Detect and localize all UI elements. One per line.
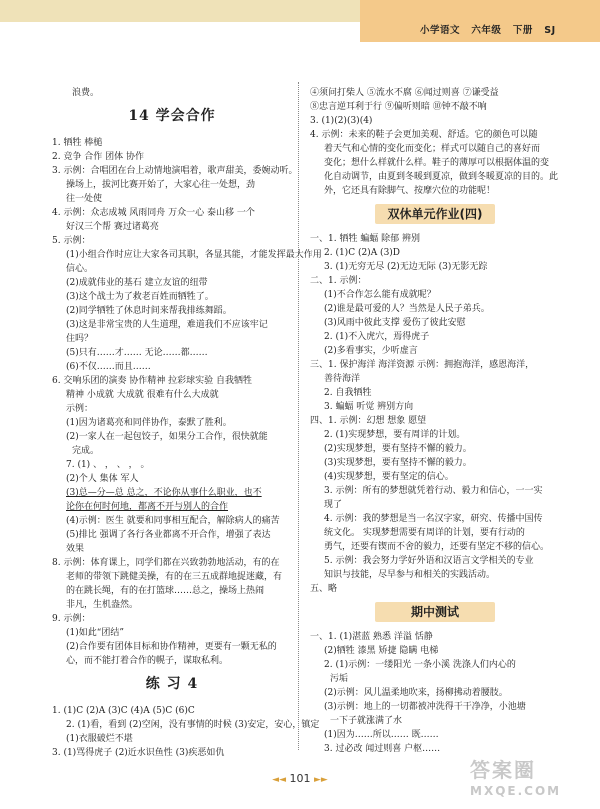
answer-line: (3)风雨中彼此支撑 爱伤了彼此安慰 — [324, 318, 466, 328]
answer-line: (4)实现梦想，要有坚定的信心。 — [324, 472, 454, 482]
answer-line: (2)一家人在一起包饺子，如果分工合作，很快就能 — [66, 432, 268, 442]
answer-line: 2. 竞争 合作 团体 协作 — [52, 152, 145, 162]
answer-line: 知识与技能，尽早参与和相关的实践活动。 — [324, 570, 496, 580]
answer-line: 4. 示例：众志成城 风雨同舟 万众一心 泰山移 一个 — [52, 208, 255, 218]
answer-line: 善待海洋 — [324, 374, 361, 384]
answer-line: 2. (1)实现梦想，要有周详的计划。 — [324, 430, 466, 440]
answer-line: 2. (1)示例：一缕阳光 一条小溪 洗涤人们内心的 — [324, 660, 516, 670]
answer-line: 四、1. 示例：幻想 想象 愿望 — [310, 416, 427, 426]
answer-line: (3)实现梦想，要有坚持不懈的毅力。 — [324, 458, 472, 468]
answer-line: (1)因为……所以…… 既…… — [324, 730, 439, 740]
answer-line: ⑧忠言逆耳利于行 ⑨偏听则暗 ⑩钟不敲不响 — [310, 102, 487, 112]
answer-line: (2)牺牲 漆黑 矫捷 隐瞒 电梯 — [324, 646, 439, 656]
watermark-url: MXQE.COM — [470, 784, 562, 798]
column-divider — [298, 82, 299, 750]
answer-line: 现了 — [324, 500, 343, 510]
answer-line: 二、1. 示例： — [310, 276, 367, 286]
answer-line: (2)个人 集体 军人 — [66, 474, 139, 484]
answer-line: 一、1. 牺牲 蝙蝠 除郁 辨别 — [310, 234, 421, 244]
answer-line: 8. 示例：体育课上，同学们都在兴致勃勃地活动，有的在 — [52, 558, 280, 568]
answer-line: (3)总—分—总 总之，不论你从事什么职业，也不 — [66, 488, 262, 498]
answer-line: 5. 示例： — [52, 236, 91, 246]
answer-line: (1)小组合作时应让大家各司其职，各显其能，才能发挥最大作用 — [66, 250, 322, 260]
answer-line: 3. (1)无穷无尽 (2)无边无际 (3)无影无踪 — [324, 262, 488, 272]
right-column — [310, 86, 560, 756]
answer-line: 信心。 — [66, 264, 94, 274]
answer-line: (2)多看事实，少听虚言 — [324, 346, 418, 356]
answer-line: 示例： — [66, 404, 94, 414]
answer-line: 一下子就涨满了水 — [330, 716, 403, 726]
answer-line: 4. 示例：我的梦想是当一名汉字家，研究、传播中国传 — [324, 514, 543, 524]
answer-line: (1)因为诸葛亮和同伴协作，泰默了胜利。 — [66, 418, 232, 428]
answer-line: 的在跳长绳，有的在打篮球……总之，操场上热闹 — [66, 586, 265, 596]
answer-line: (1)不合作怎么能有成就呢？ — [324, 290, 436, 300]
answer-line: 操场上，拔河比赛开始了，大家心往一处想，劲 — [66, 180, 256, 190]
answer-line: 效果 — [66, 544, 85, 554]
answer-line: 2. (1)不入虎穴，焉得虎子 — [324, 332, 430, 342]
book-header: 小学语文 六年级 下册 SJ — [420, 25, 556, 36]
answer-line: 4. 示例：未来的鞋子会更加美观、舒适。它的颜色可以随 — [310, 130, 538, 140]
answer-line: 一、1. (1)湛蓝 熟悉 洋溢 恬静 — [310, 632, 433, 642]
answer-line: 论你在何时何地，都离不开与别人的合作 — [66, 502, 229, 512]
answer-line: 3. 蝙蝠 听觉 辨别方向 — [324, 402, 414, 412]
answer-line: 心，而不能打着合作的幌子，谋取私利。 — [66, 656, 229, 666]
page-number: 101 — [289, 772, 311, 785]
section-box-title: 双休单元作业(四) — [375, 204, 495, 224]
section-title: 练 习 4 — [145, 676, 199, 692]
answer-line: (2)谁是最可爱的人？当然是人民子弟兵。 — [324, 304, 490, 314]
answer-line: 化自动调节，由夏到冬暖到夏凉，做到冬暖夏凉的目的。此 — [324, 172, 559, 182]
watermark-logo: 答案圈 — [470, 758, 536, 782]
answer-line: 精神 小成就 大成就 很难有什么大成就 — [66, 390, 219, 400]
answer-line: 3. 过必改 闻过则喜 户枢…… — [324, 744, 441, 754]
answer-line: (1)衣服破烂不堪 — [66, 734, 133, 744]
answer-line: (6)不仅……而且…… — [66, 362, 151, 372]
answer-line: 完成。 — [72, 446, 100, 456]
answer-line: 着天气和心情的变化而变化；样式可以随自己的喜好而 — [324, 144, 541, 154]
answer-line: 浪费。 — [72, 88, 100, 98]
answer-line: (3)示例：地上的一切都被冲洗得干干净净，小池塘 — [324, 702, 526, 712]
answer-line: (2)成就伟业的基石 建立友谊的纽带 — [66, 278, 208, 288]
answer-line: 变化；想什么样就什么样。鞋子的薄厚可以根据体温的变 — [324, 158, 550, 168]
answer-line: (4)示例：医生 就要和同事相互配合，解除病人的痛苦 — [66, 516, 280, 526]
answer-line: 非凡，生机盎然。 — [66, 600, 139, 610]
answer-line: 五、略 — [310, 584, 338, 594]
answer-line: 1. 牺牲 棒槌 — [52, 138, 103, 148]
answer-line: 3. 示例：合唱团在台上动情地演唱着，歌声甜美，委婉动听。 — [52, 166, 298, 176]
prev-arrows-icon: ◄◄ — [272, 775, 286, 785]
answer-line: 好汉三个帮 赛过诸葛亮 — [66, 222, 159, 232]
answer-line: 3. (1)骂得虎子 (2)近水识鱼性 (3)疾恶如仇 — [52, 748, 225, 758]
answer-line: 往一处使 — [66, 194, 103, 204]
answer-line: 三、1. 保护海洋 海洋资源 示例：拥抱海洋，感恩海洋， — [310, 360, 535, 370]
answer-line: (3)这个战士为了救老百姓而牺牲了。 — [66, 292, 214, 302]
left-column — [52, 86, 322, 760]
section-title: 14 学会合作 — [128, 108, 216, 124]
answer-line: 老师的带领下跳健美操，有的在三五成群地捉迷藏，有 — [66, 572, 283, 582]
answer-line: (5)排比 强调了各行各业都离不开合作，增强了表达 — [66, 530, 271, 540]
answer-line: 住吗？ — [66, 334, 94, 344]
answer-line: 外，它还具有除脚气、按摩穴位的功能呢！ — [324, 186, 496, 196]
answer-line: (1)如此“团结” — [66, 628, 124, 638]
answer-line: 2. 自我牺牲 — [324, 388, 372, 398]
answer-line: (2)实现梦想，要有坚持不懈的毅力。 — [324, 444, 472, 454]
answer-line: (5)只有……才…… 无论……都…… — [66, 348, 208, 358]
answer-line: 3. (1)(2)(3)(4) — [310, 116, 373, 126]
next-arrows-icon: ►► — [314, 775, 328, 785]
answer-line: 统文化。 实现梦想需要有周详的计划，要有行动的 — [324, 528, 525, 538]
answer-line: 勇气，还要有锲而不舍的毅力，还要有坚定不移的信心。 — [324, 542, 550, 552]
answer-line: 9. 示例： — [52, 614, 91, 624]
answer-line: 6. 交响乐团的演奏 协作精神 拉彩球实验 自我牺牲 — [52, 376, 253, 386]
answer-line: ④须问打柴人 ⑤流水不腐 ⑥闻过则喜 ⑦谦受益 — [310, 88, 499, 98]
answer-line: 5. 示例：我会努力学好外语和汉语言文学相关的专业 — [324, 556, 534, 566]
answer-line: 3. 示例：所有的梦想就凭着行动、毅力和信心，一一实 — [324, 486, 543, 496]
answer-line: (2)合作要有团体目标和协作精神，更要有一颗无私的 — [66, 642, 277, 652]
answer-line: 1. (1)C (2)A (3)C (4)A (5)C (6)C — [52, 706, 195, 716]
answer-line: (2)示例：风儿温柔地吹来，扬柳拂动着腰肢。 — [324, 688, 508, 698]
answer-line: 2. (1)C (2)A (3)D — [324, 248, 401, 258]
answer-line: 7. (1) 、 ， 、 ， 。 — [66, 460, 150, 470]
section-box-title: 期中测试 — [375, 602, 495, 622]
answer-line: (2)同学牺牲了休息时间来帮我排练舞蹈。 — [66, 306, 232, 316]
answer-line: (3)这是非常宝贵的人生道理，难道我们不应该牢记 — [66, 320, 268, 330]
answer-line: 污垢 — [330, 674, 349, 684]
answer-line: 2. (1)看，看到 (2)空闲，没有事情的时候 (3)安定，安心，镇定 — [66, 720, 320, 730]
